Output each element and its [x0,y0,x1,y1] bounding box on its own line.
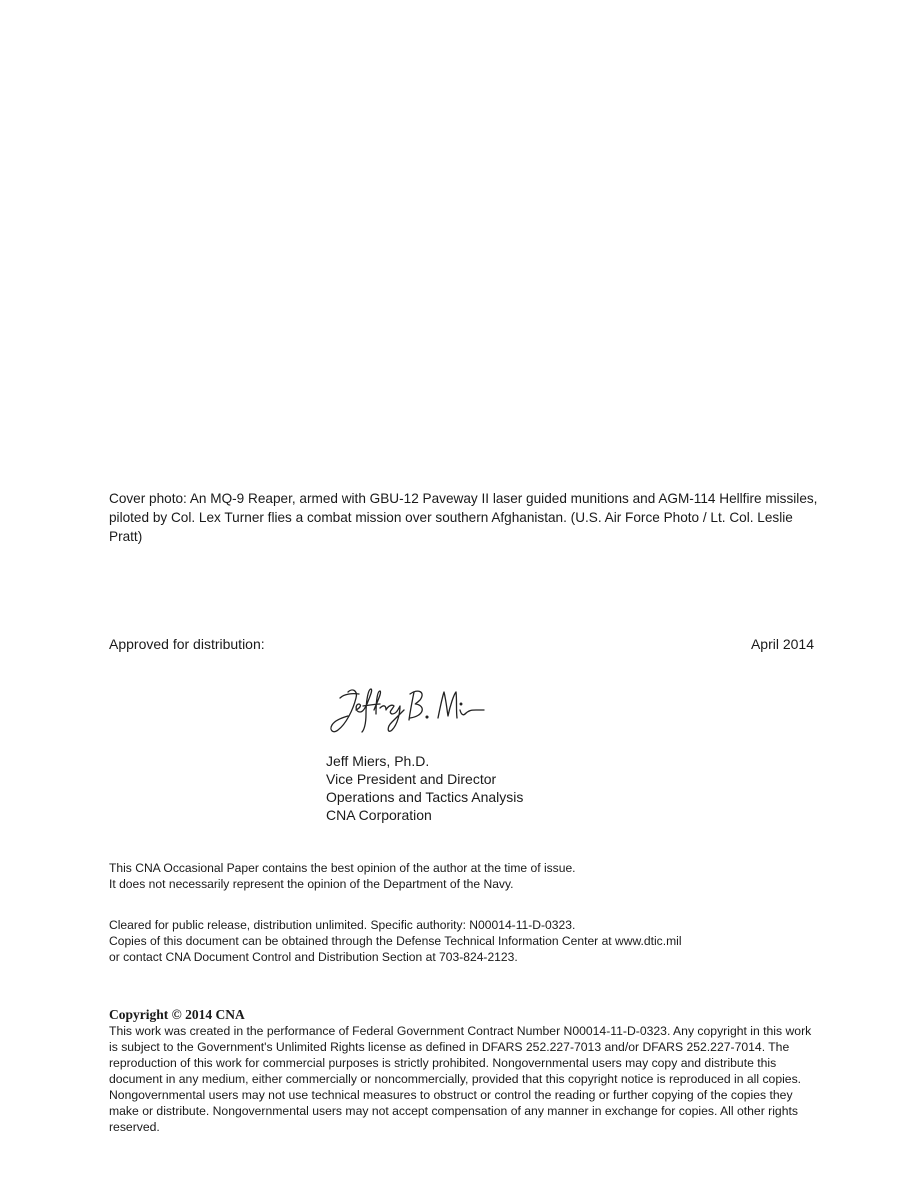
release-line-2: Copies of this document can be obtained through the Defense Technical Information Center at www.dtic.mil [109,934,682,948]
signatory-organization: CNA Corporation [326,807,432,823]
cover-photo-caption: Cover photo: An MQ-9 Reaper, armed with GBU-12 Paveway II laser guided munitions and AGM-114 Hellfire missiles, piloted by Col. Lex Turner flies a combat mission over southern Afghanistan. (U.S. Air Force Photo / Lt. Col. Leslie Pratt) [109,491,818,544]
disclaimer-notice [109,860,829,892]
disclaimer-line-2: It does not necessarily represent the opinion of the Department of the Navy. [109,877,514,891]
release-line-3: or contact CNA Document Control and Distribution Section at 703-824-2123. [109,950,518,964]
signatory-block [326,752,523,824]
release-notice [109,917,829,965]
release-line-1: Cleared for public release, distribution unlimited. Specific authority: N00014-11-D-0323. [109,918,576,932]
handwritten-signature [326,680,486,738]
approval-label: Approved for distribution: [109,636,265,652]
signatory-title: Vice President and Director [326,771,497,787]
copyright-heading: Copyright © 2014 CNA [109,1007,245,1022]
copyright-text: This work was created in the performance of Federal Government Contract Number N00014-11-D-0323. Any copyright in this work is subject to the Government's Unlimited Rights license as defined in DFARS 252.227-7013 and/or DFARS 252.227-7014. The reproduction of this work for commercial purposes is strictly prohibited. Nongovernmental users may copy and distribute this document in any medium, either commercially or noncommercially, provided that this copyright notice is reproduced in all copies. Nongovernmental users may not use technical measures to obstruct or control the reading or further copying of the copies they make or distribute. Nongovernmental users may not accept compensation of any manner in exchange for copies. All other rights reserved. [109,1024,812,1134]
signatory-division: Operations and Tactics Analysis [326,789,524,805]
approval-date: April 2014 [750,636,814,652]
disclaimer-line-1: This CNA Occasional Paper contains the best opinion of the author at the time of issue. [109,861,576,875]
signatory-name: Jeff Miers, Ph.D. [326,753,430,769]
copyright-section [109,1006,821,1135]
